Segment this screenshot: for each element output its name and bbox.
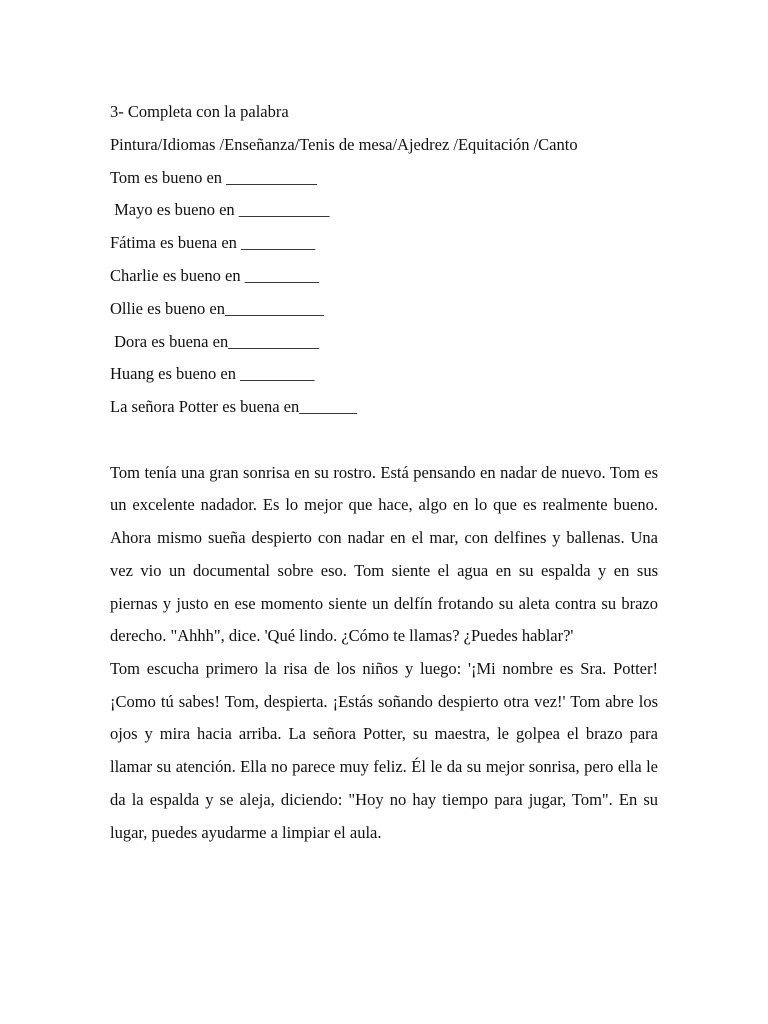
exercise-item: Tom es bueno en ___________ [110,167,317,187]
exercise-item: Fátima es buena en _________ [110,233,316,253]
exercise-heading: 3- Completa con la palabra [110,102,289,121]
document-page [110,96,658,849]
exercise-item: Huang es bueno en _________ [110,364,315,384]
exercise-item: La señora Potter es buena en_______ [110,397,357,417]
word-bank: Pintura/Idiomas /Enseñanza/Tenis de mesa/Ajedrez /Equitación /Canto [110,134,578,154]
exercise-item: Ollie es bueno en____________ [110,298,325,318]
exercise-item: Dora es buena en___________ [110,331,319,351]
story-paragraph: Tom tenía una gran sonrisa en su rostro. Está pensando en nadar de nuevo. Tom es un excelente nadador. Es lo mejor que hace, algo en lo que es realmente bueno. Ahora mismo sueña despierto con nadar en el mar, con delfines y ballenas. Una vez vio un documental sobre eso. Tom siente el agua en su espalda y en sus piernas y justo en ese momento siente un delfín frotando su aleta contra su brazo derecho. "Ahhh", dice. 'Qué lindo. ¿Cómo te llamas? ¿Puedes hablar?' [110,462,658,646]
exercise-item: Mayo es bueno en ___________ [110,200,330,220]
blank-line [110,424,658,457]
story-paragraph: Tom escucha primero la risa de los niños y luego: '¡Mi nombre es Sra. Potter! ¡Como tú sabes! Tom, despierta. ¡Estás soñando despierto otra vez!' Tom abre los ojos y mira hacia arriba. La señora Potter, su maestra, le golpea el brazo para llamar su atención. Ella no parece muy feliz. Él le da su mejor sonrisa, pero ella le da la espalda y se aleja, diciendo: "Hoy no hay tiempo para jugar, Tom". En su lugar, puedes ayudarme a limpiar el aula. [110,658,658,842]
exercise-item: Charlie es bueno en _________ [110,265,319,285]
